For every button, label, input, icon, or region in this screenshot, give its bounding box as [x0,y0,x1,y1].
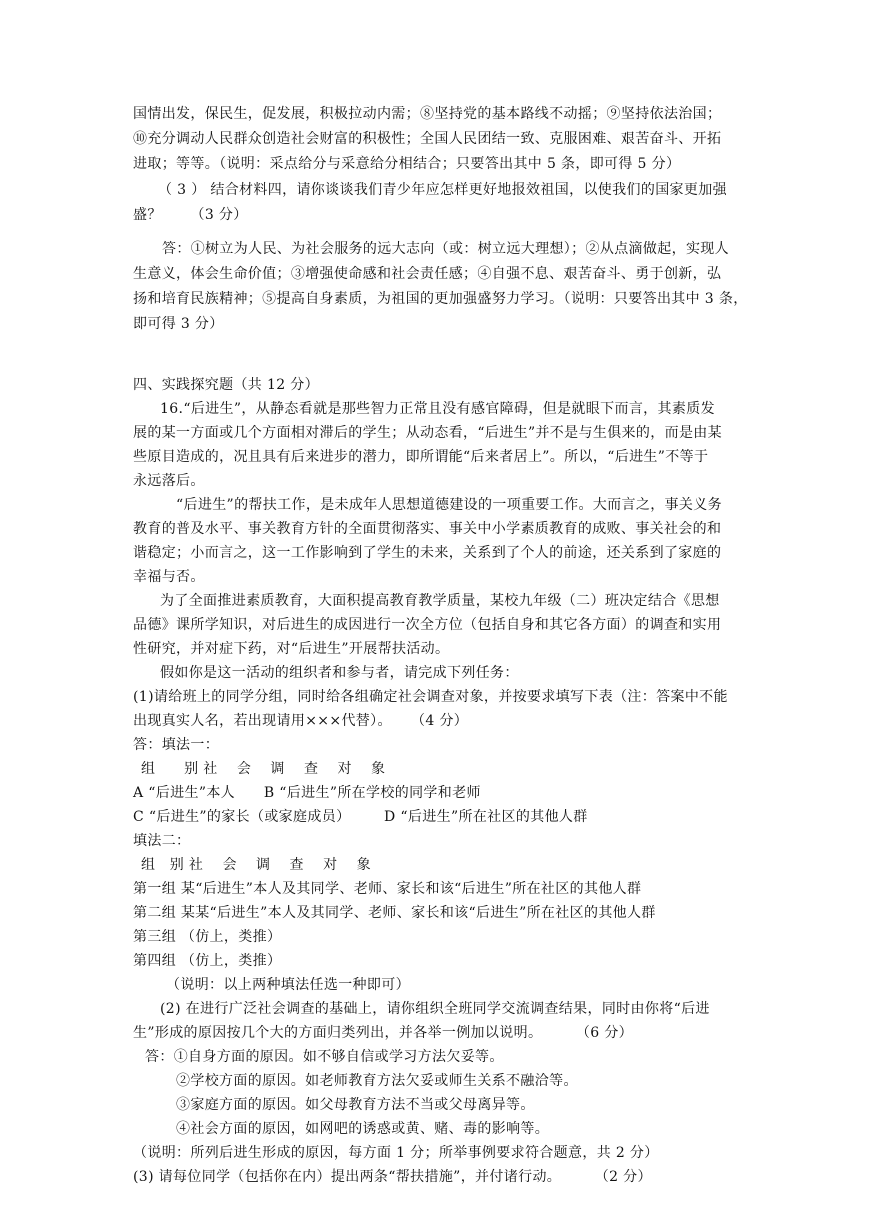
text-line-9: 即可得 3 分） [133,316,224,332]
text-line-22: 假如你是这一活动的组织者和参与者，请完成下列任务： [160,665,519,681]
text-line-43: (3) 请每位同学（包括你在内）提出两条“帮扶措施”，并付诸行动。 （2 分） [133,1169,652,1185]
text-line-11: 16.“后进生”，从静态看就是那些智力正常且没有感官障碍，但是就眼下而言，其素质发 [160,401,715,417]
text-line-8: 扬和培育民族精神；⑤提高自身素质，为祖国的更加强盛努力学习。（说明：只要答出其中 3 条， [133,291,748,307]
table1-row-cd: C “后进生”的家长（或家庭成员） D “后进生”所在社区的其他人群 [133,809,588,825]
text-line-19: 为了全面推进素质教育，大面积提高教育教学质量，某校九年级（二）班决定结合《思想 [160,593,720,609]
table2-row-1: 第一组 某“后进生”本人及其同学、老师、家长和该“后进生”所在社区的其他人群 [133,881,642,897]
text-line-35: （说明：以上两种填法任选一种即可） [166,977,410,993]
text-line-23: (1)请给班上的同学分组，同时给各组确定社会调查对象，并按要求填写下表（注：答案中不能 [133,689,728,705]
text-line-42: （说明：所列后进生形成的原因，每方面 1 分；所举事例要求符合题意，共 2 分） [133,1145,659,1161]
text-line-4: （ 3 ） 结合材料四，请你谈谈我们青少年应怎样更好地报效祖国，以使我们的国家更加强 [158,182,727,198]
text-line-41: ④社会方面的原因，如网吧的诱惑或黄、赌、毒的影响等。 [176,1121,550,1137]
text-line-6: 答：①树立为人民、为社会服务的远大志向（或：树立远大理想）；②从点滴做起，实现人 [162,241,729,257]
text-line-3: 进取；等等。（说明：采点给分与采意给分相结合；只要答出其中 5 条，即可得 5 分） [133,156,681,172]
table2-row-3: 第三组 （仿上，类推） [133,929,282,945]
text-line-36: (2) 在进行广泛社会调查的基础上，请你组织全班同学交流调查结果，同时由你将“后进 [160,1001,710,1017]
text-line-1: 国情出发，保民生，促发展，积极拉动内需；⑧坚持党的基本路线不动摇；⑨坚持依法治国； [133,106,722,122]
text-line-12: 展的某一方面或几个方面相对滞后的学生；从动态看，“后进生”并不是与生俱来的，而是由某 [133,425,723,441]
text-line-5: 盛？ （3 分） [133,207,248,223]
text-line-25: 答：填法一： [133,737,220,753]
section-heading: 四、实践探究题（共 12 分） [133,377,319,393]
text-line-18: 幸福与否。 [133,569,205,585]
text-line-24: 出现真实人名，若出现请用×××代替）。 （4 分） [133,713,469,729]
text-line-15: “后进生”的帮扶工作，是未成年人思想道德建设的一项重要工作。大而言之，事关义务 [176,497,722,513]
table2-row-2: 第二组 某某“后进生”本人及其同学、老师、家长和该“后进生”所在社区的其他人群 [133,905,656,921]
text-line-7: 生意义，体会生命价值；③增强使命感和社会责任感；④自强不息、艰苦奋斗、勇于创新，弘 [133,266,722,282]
text-line-39: ②学校方面的原因。如老师教育方法欠妥或师生关系不融洽等。 [176,1073,578,1089]
table1-header: 组 别 社 会 调 查 对 象 [141,761,386,777]
text-line-40: ③家庭方面的原因。如父母教育方法不当或父母离异等。 [176,1097,535,1113]
text-line-21: 性研究，并对症下药，对“后进生”开展帮扶活动。 [133,641,450,657]
table2-row-4: 第四组 （仿上，类推） [133,953,282,969]
text-line-29: 填法二： [133,833,191,849]
text-line-17: 谐稳定；小而言之，这一工作影响到了学生的未来，关系到了个人的前途，还关系到了家庭的 [133,545,722,561]
text-line-2: ⑩充分调动人民群众创造社会财富的积极性；全国人民团结一致、克服困难、艰苦奋斗、开拓 [133,131,722,147]
text-line-14: 永远落后。 [133,473,205,489]
text-line-16: 教育的普及水平、事关教育方针的全面贯彻落实、事关中小学素质教育的成败、事关社会的和 [133,521,722,537]
text-line-20: 品德》课所学知识，对后进生的成因进行一次全方位（包括自身和其它各方面）的调查和实用 [133,617,722,633]
text-line-13: 些原目造成的，况且具有后来进步的潜力，即所谓能“后来者居上”。所以，“后进生”不等于 [133,449,709,465]
text-line-38: 答：①自身方面的原因。如不够自信或学习方法欠妥等。 [145,1049,504,1065]
table2-header: 组 别 社 会 调 查 对 象 [141,857,372,873]
table1-row-ab: A “后进生”本人 B “后进生”所在学校的同学和老师 [133,785,481,801]
text-line-37: 生”形成的原因按几个大的方面归类列出，并各举一例加以说明。 （6 分） [133,1025,634,1041]
